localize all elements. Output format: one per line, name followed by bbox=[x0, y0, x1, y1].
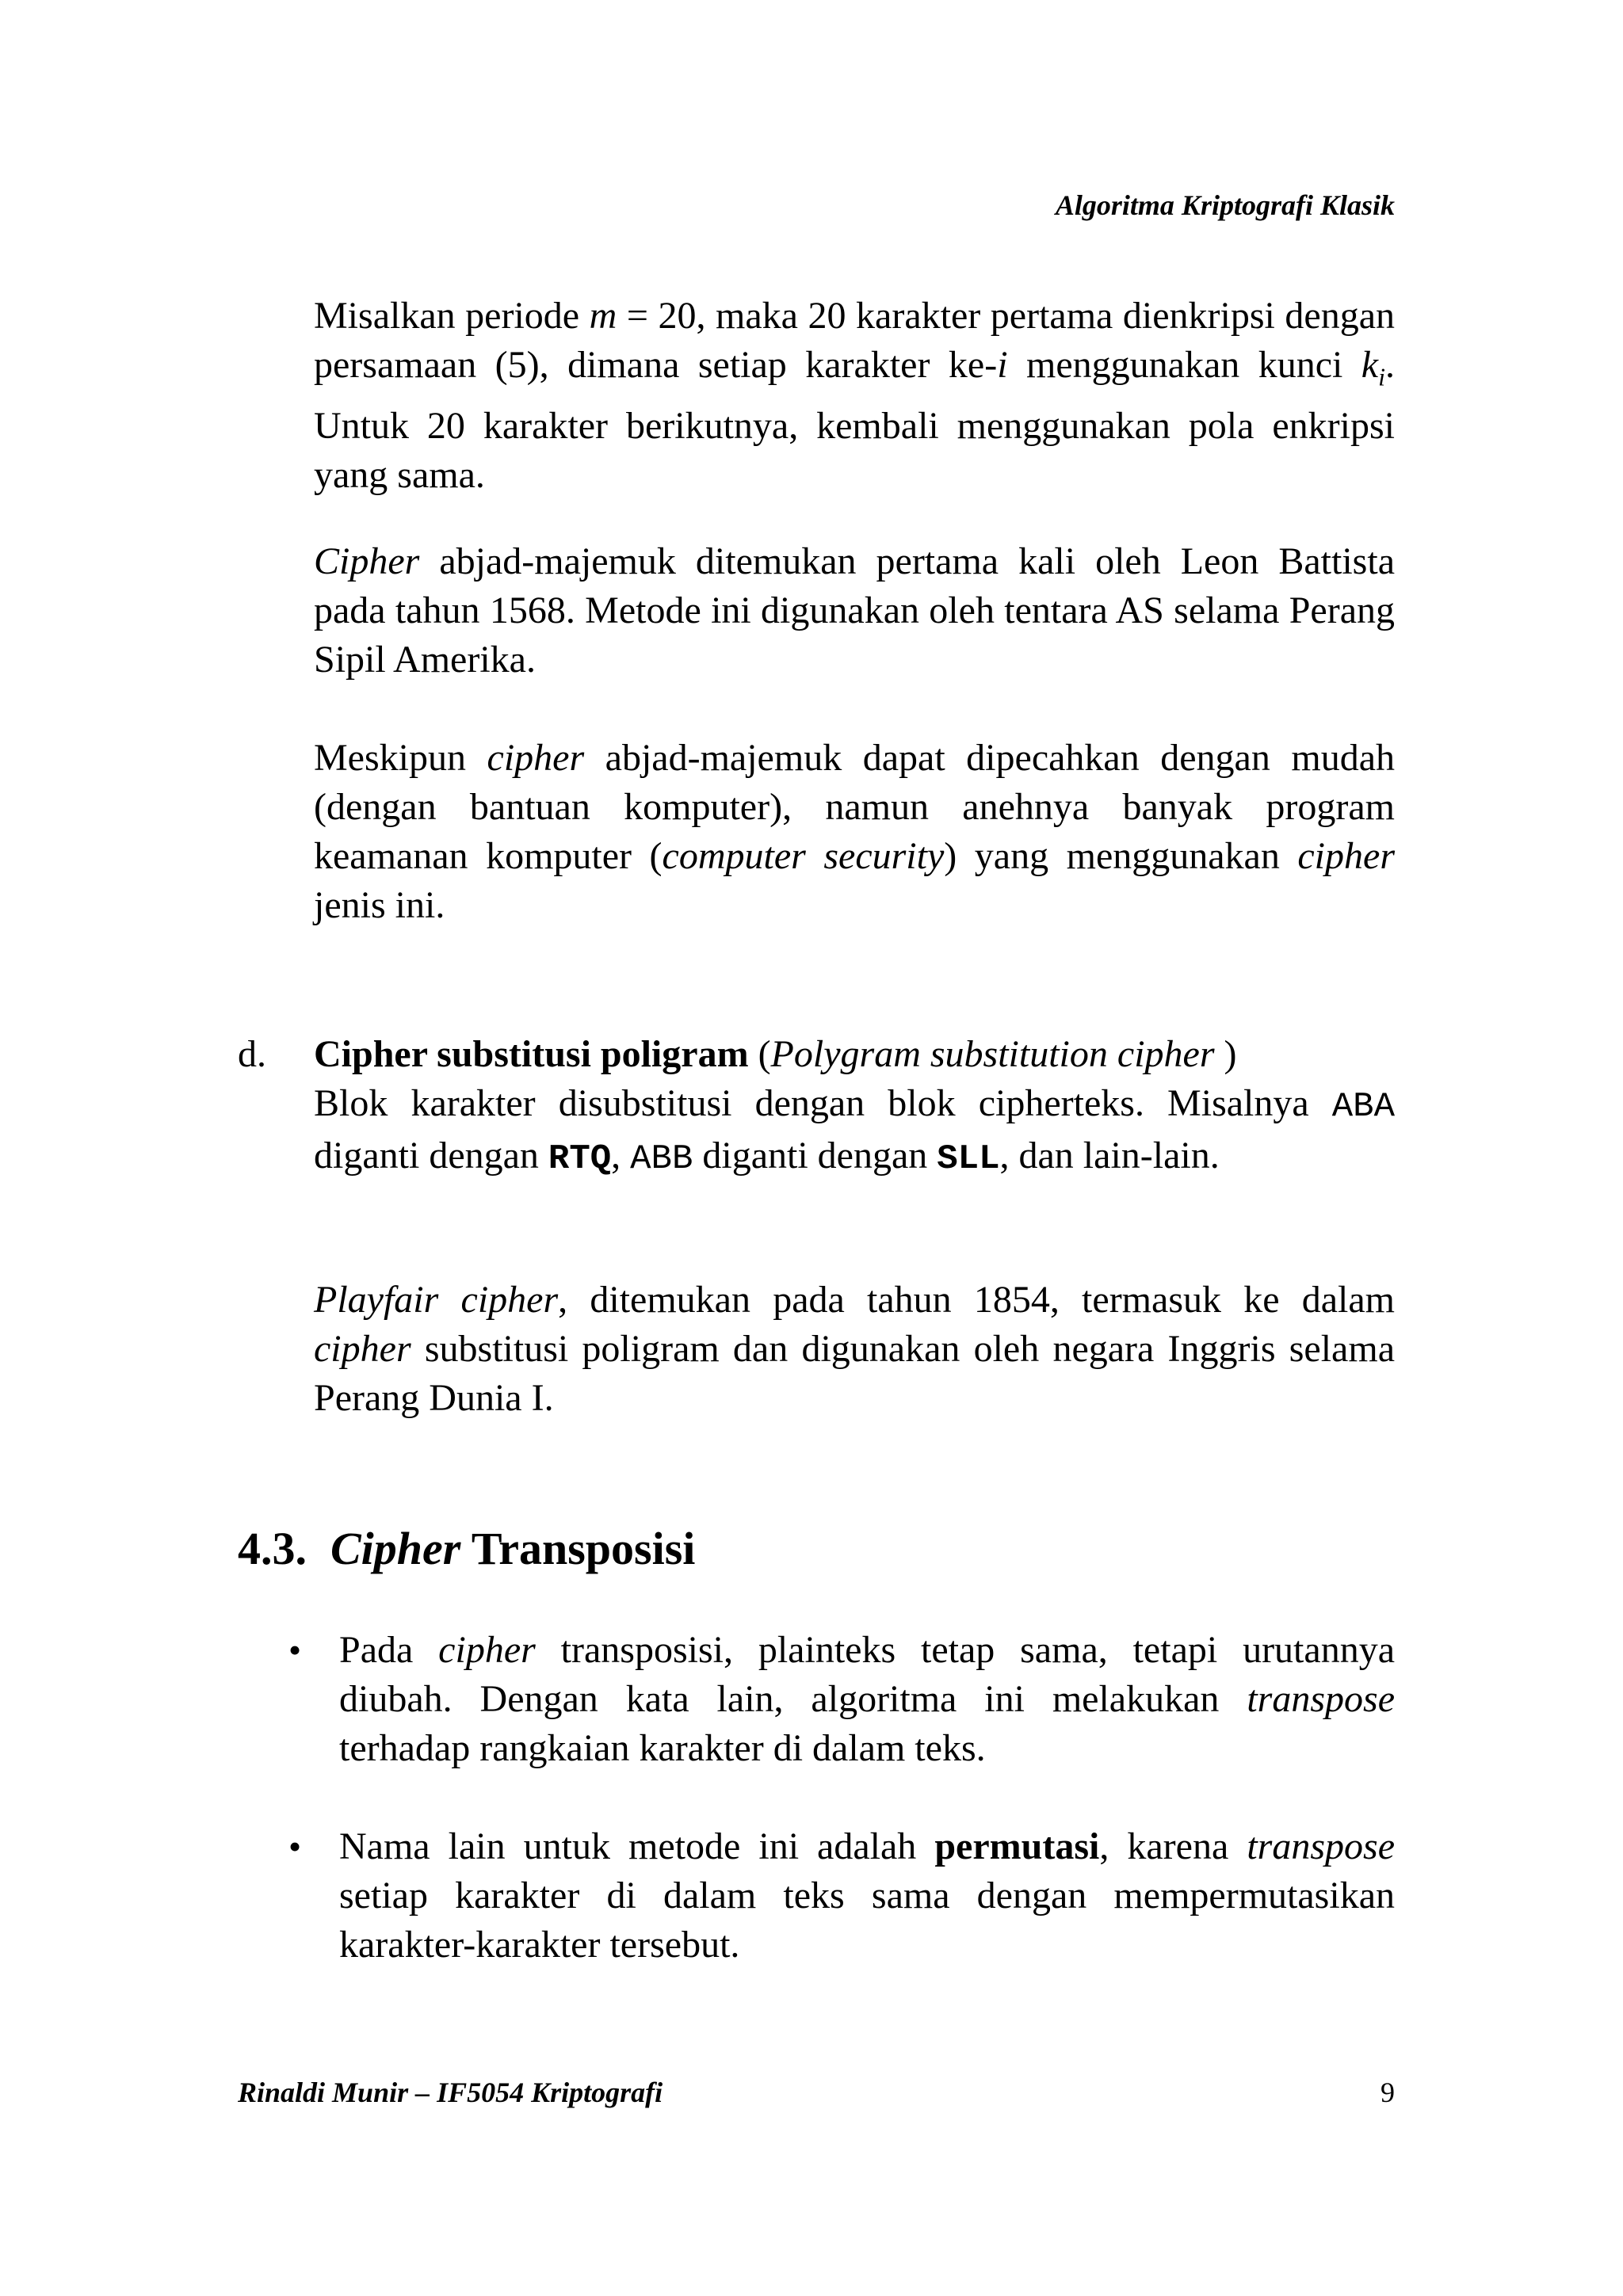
page-number: 9 bbox=[1381, 2077, 1395, 2108]
running-header: Algoritma Kriptografi Klasik bbox=[1055, 189, 1395, 221]
bullet-item-permutation: Nama lain untuk metode ini adalah permutasi, karena transpose setiap karakter di dalam teks sama dengan mempermutasikan karakter-karakter tersebut. bbox=[339, 1825, 1396, 1966]
paragraph-playfair: Playfair cipher, ditemukan pada tahun 1854, termasuk ke dalam cipher substitusi poligram dan digunakan oleh negara Inggris selama Perang Dunia I. bbox=[314, 1279, 1396, 1419]
bullet-item-transposition: Pada cipher transposisi, plainteks tetap sama, tetapi urutannya diubah. Dengan kata lain, algoritma ini melakukan transpose terhadap rangkaian karakter di dalam teks. bbox=[339, 1629, 1395, 1769]
bullet-dot-icon: • bbox=[288, 1826, 302, 1867]
paragraph-history: Cipher abjad-majemuk ditemukan pertama kali oleh Leon Battista pada tahun 1568. Metode ini digunakan oleh tentara AS selama Perang Sipil Amerika. bbox=[314, 540, 1395, 681]
paragraph-security: Meskipun cipher abjad-majemuk dapat dipecahkan dengan mudah (dengan bantuan komputer), namun anehnya banyak program keamanan komputer (computer security) yang menggunakan cipher jenis ini. bbox=[314, 737, 1396, 926]
list-marker-d: d. bbox=[238, 1033, 266, 1075]
section-heading: 4.3. Cipher Transposisi bbox=[238, 1523, 696, 1574]
section-number: 4.3. bbox=[238, 1523, 307, 1574]
footer-author: Rinaldi Munir – IF5054 Kriptografi bbox=[238, 2077, 663, 2108]
bullet-dot-icon: • bbox=[288, 1630, 302, 1670]
paragraph-periode: Misalkan periode m = 20, maka 20 karakter pertama dienkripsi dengan persamaan (5), dimana setiap karakter ke-i menggunakan kunci $k_i$. Untuk 20 karakter berikutnya, kembali menggunakan pola enkripsi yang sama. bbox=[314, 295, 1396, 496]
item-d-polygram: Cipher substitusi poligram (Polygram substitution cipher ) Blok karakter disubstitusi dengan blok cipherteks. Misalnya ABA diganti dengan RTQ, ABB diganti dengan SLL, dan lain-lain. bbox=[314, 1033, 1395, 1179]
